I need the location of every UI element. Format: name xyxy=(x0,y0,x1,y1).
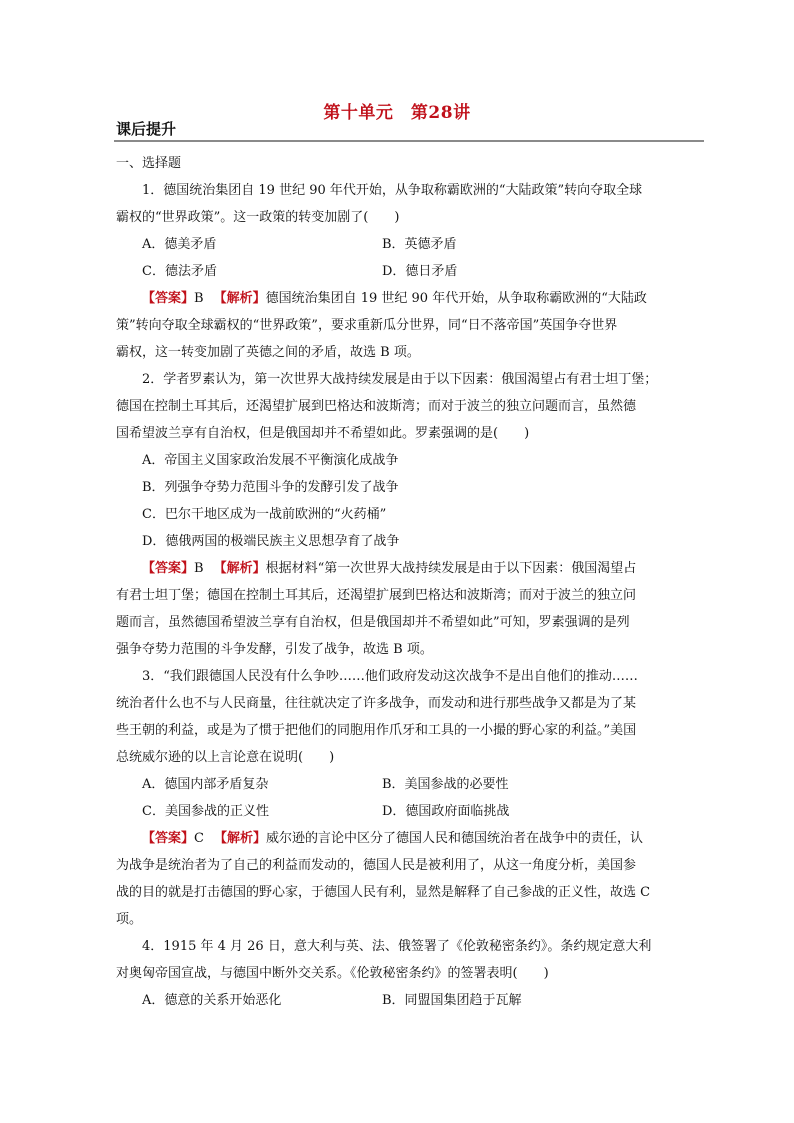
option-b: B．同盟国集团趋于瓦解 xyxy=(382,993,522,1008)
answer-value: B xyxy=(194,561,204,576)
option-a: A．德意的关系开始恶化 xyxy=(142,993,282,1008)
option-b: B．美国参战的必要性 xyxy=(382,777,509,792)
question-text: 德国在控制土耳其后，还渴望扩展到巴格达和波斯湾；而对于波兰的独立问题而言，虽然德 xyxy=(116,399,637,414)
analysis-text: 题而言，虽然德国希望波兰享有自治权，但是俄国却并不希望如此”可知，罗素强调的是列 xyxy=(116,615,630,630)
answer-line xyxy=(116,285,676,312)
option-d: D．德国政府面临挑战 xyxy=(382,804,510,819)
question-text: 1．德国统治集团自 19 世纪 90 年代开始，从争取称霸欧洲的“大陆政策”转向夺取全球 xyxy=(142,183,643,198)
analysis-text: 策”转向夺取全球霸权的“世界政策”，要求重新瓜分世界，同“日不落帝国”英国争夺世界 xyxy=(116,318,618,333)
header-divider xyxy=(114,140,704,142)
question-text: 霸权的“世界政策”。这一政策的转变加剧了( ) xyxy=(116,210,400,225)
question-4 xyxy=(116,933,676,1014)
analysis-text: 强争夺势力范围的斗争发酵，引发了战争，故选 B 项。 xyxy=(116,642,433,657)
question-1 xyxy=(116,177,676,366)
question-text: 对奥匈帝国宣战，与德国中断外交关系。《伦敦秘密条约》的签署表明( ) xyxy=(116,966,549,981)
question-text: 2．学者罗素认为，第一次世界大战持续发展是由于以下因素：俄国渴望占有君士坦丁堡； xyxy=(142,372,658,387)
answer-label: 【答案】 xyxy=(142,561,195,576)
document-body xyxy=(116,150,676,1014)
option-b: B．列强争夺势力范围斗争的发酵引发了战争 xyxy=(142,480,399,495)
option-c: C．德法矛盾 xyxy=(142,264,217,279)
analysis-text: 项。 xyxy=(116,912,143,927)
option-a: A．德美矛盾 xyxy=(142,237,217,252)
question-text: 统治者什么也不与人民商量，往往就决定了许多战争，而发动和进行那些战争又都是为了某 xyxy=(116,696,637,711)
question-text: 3．“我们跟德国人民没有什么争吵……他们政府发动这次战争不是出自他们的推动…… xyxy=(142,669,638,684)
answer-line xyxy=(116,555,676,582)
option-c: C．美国参战的正义性 xyxy=(142,804,269,819)
page-title: 第十单元 第28讲 xyxy=(323,103,471,123)
answer-value: C xyxy=(194,831,204,846)
option-d: D．德日矛盾 xyxy=(382,264,458,279)
question-text: 国希望波兰享有自治权，但是俄国却并不希望如此。罗素强调的是( ) xyxy=(116,426,530,441)
question-text: 总统威尔逊的以上言论意在说明( ) xyxy=(116,750,335,765)
option-a: A．德国内部矛盾复杂 xyxy=(142,777,269,792)
analysis-text: 战的目的就是打击德国的野心家，于德国人民有利，显然是解释了自己参战的正义性，故选 C xyxy=(116,885,651,900)
analysis-text: 德国统治集团自 19 世纪 90 年代开始，从争取称霸欧洲的“大陆政 xyxy=(265,291,647,306)
answer-value: B xyxy=(194,291,204,306)
answer-line xyxy=(116,825,676,852)
question-3 xyxy=(116,663,676,933)
option-b: B．英德矛盾 xyxy=(382,237,457,252)
analysis-text: 根据材料“第一次世界大战持续发展是由于以下因素：俄国渴望占 xyxy=(265,561,637,576)
question-2 xyxy=(116,366,676,663)
answer-label: 【答案】 xyxy=(142,291,195,306)
analysis-text: 威尔逊的言论中区分了德国人民和德国统治者在战争中的责任，认 xyxy=(265,831,643,846)
option-c: C．巴尔干地区成为一战前欧洲的“火药桶” xyxy=(142,507,387,522)
analysis-text: 有君士坦丁堡；德国在控制土耳其后，还渴望扩展到巴格达和波斯湾；而对于波兰的独立问 xyxy=(116,588,637,603)
question-text: 4．1915 年 4 月 26 日，意大利与英、法、俄签署了《伦敦秘密条约》。条约规定意大利 xyxy=(142,939,652,954)
question-text: 些王朝的利益，或是为了惯于把他们的同胞用作爪牙和工具的一小撮的野心家的利益。”美国 xyxy=(116,723,637,738)
answer-label: 【答案】 xyxy=(142,831,195,846)
analysis-text: 霸权，这一转变加剧了英德之间的矛盾，故选 B 项。 xyxy=(116,345,420,360)
analysis-label: 【解析】 xyxy=(213,561,266,576)
analysis-label: 【解析】 xyxy=(213,291,266,306)
analysis-label: 【解析】 xyxy=(213,831,266,846)
option-a: A．帝国主义国家政治发展不平衡演化成战争 xyxy=(142,453,399,468)
section-heading: 一、选择题 xyxy=(116,156,182,171)
section-label: 课后提升 xyxy=(116,120,177,138)
analysis-text: 为战争是统治者为了自己的利益而发动的，德国人民是被利用了，从这一角度分析，美国参 xyxy=(116,858,637,873)
option-d: D．德俄两国的极端民族主义思想孕育了战争 xyxy=(142,534,400,549)
